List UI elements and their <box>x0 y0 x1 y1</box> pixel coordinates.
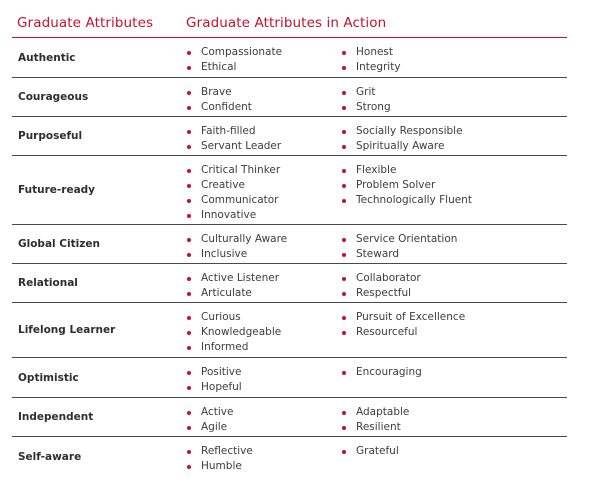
list-item: Respectful <box>342 286 421 301</box>
list-item: Knowledgeable <box>187 325 281 340</box>
list-item: Positive <box>187 365 242 380</box>
attribute-name: Independent <box>18 411 94 423</box>
list-item: Innovative <box>187 208 280 223</box>
action-list-left <box>187 365 242 395</box>
list-item: Pursuit of Excellence <box>342 310 465 325</box>
list-item: Honest <box>342 45 401 60</box>
list-item: Grateful <box>342 444 399 459</box>
list-item: Confident <box>187 100 252 115</box>
table-row <box>12 156 567 225</box>
list-item: Flexible <box>342 163 472 178</box>
list-item: Steward <box>342 247 457 262</box>
header-graduate-attributes: Graduate Attributes <box>17 15 154 31</box>
list-item: Collaborator <box>342 271 421 286</box>
attribute-name: Optimistic <box>18 371 79 384</box>
attribute-name: Authentic <box>18 51 76 64</box>
action-list-left <box>187 45 282 75</box>
table-row <box>12 117 567 156</box>
attribute-name: Lifelong Learner <box>18 324 116 336</box>
list-item: Integrity <box>342 60 401 75</box>
list-item: Informed <box>187 340 281 355</box>
action-list-left <box>187 310 281 355</box>
list-item: Compassionate <box>187 45 282 60</box>
action-list-right <box>342 45 401 75</box>
list-item: Faith-filled <box>187 124 281 139</box>
list-item: Resilient <box>342 420 409 435</box>
table-header <box>12 0 567 38</box>
action-list-right <box>342 405 409 435</box>
table-row <box>12 38 567 78</box>
header-attributes-in-action: Graduate Attributes in Action <box>186 15 387 31</box>
table-row <box>12 437 567 477</box>
attribute-name: Courageous <box>18 91 89 103</box>
action-list-right <box>342 310 465 340</box>
list-item: Technologically Fluent <box>342 193 472 208</box>
list-item: Ethical <box>187 60 282 75</box>
list-item: Problem Solver <box>342 178 472 193</box>
table-body <box>12 38 567 477</box>
attribute-name: Future-ready <box>18 184 96 196</box>
list-item: Articulate <box>187 286 279 301</box>
action-list-left <box>187 85 252 115</box>
action-list-right <box>342 444 399 459</box>
table-row <box>12 264 567 303</box>
attribute-name: Global Citizen <box>18 238 100 250</box>
table-row <box>12 358 567 398</box>
action-list-right <box>342 163 472 208</box>
list-item: Agile <box>187 420 233 435</box>
action-list-left <box>187 271 279 301</box>
action-list-left <box>187 405 233 435</box>
action-list-left <box>187 232 287 262</box>
list-item: Inclusive <box>187 247 287 262</box>
list-item: Humble <box>187 459 253 474</box>
list-item: Spiritually Aware <box>342 139 463 154</box>
table-row <box>12 398 567 437</box>
list-item: Hopeful <box>187 380 242 395</box>
list-item: Critical Thinker <box>187 163 280 178</box>
list-item: Curious <box>187 310 281 325</box>
table-row <box>12 78 567 117</box>
attribute-name: Self-aware <box>18 451 82 463</box>
list-item: Encouraging <box>342 365 422 380</box>
list-item: Strong <box>342 100 391 115</box>
list-item: Service Orientation <box>342 232 457 247</box>
list-item: Active <box>187 405 233 420</box>
attribute-name: Relational <box>18 277 78 289</box>
action-list-left <box>187 444 253 474</box>
list-item: Communicator <box>187 193 280 208</box>
attribute-name: Purposeful <box>18 130 83 142</box>
action-list-right <box>342 124 463 154</box>
list-item: Culturally Aware <box>187 232 287 247</box>
action-list-left <box>187 163 280 223</box>
table-row <box>12 225 567 264</box>
list-item: Reflective <box>187 444 253 459</box>
action-list-left <box>187 124 281 154</box>
list-item: Servant Leader <box>187 139 281 154</box>
list-item: Grit <box>342 85 391 100</box>
table-row <box>12 303 567 358</box>
action-list-right <box>342 365 422 380</box>
action-list-right <box>342 271 421 301</box>
list-item: Adaptable <box>342 405 409 420</box>
action-list-right <box>342 232 457 262</box>
action-list-right <box>342 85 391 115</box>
list-item: Socially Responsible <box>342 124 463 139</box>
list-item: Brave <box>187 85 252 100</box>
list-item: Creative <box>187 178 280 193</box>
list-item: Active Listener <box>187 271 279 286</box>
list-item: Resourceful <box>342 325 465 340</box>
